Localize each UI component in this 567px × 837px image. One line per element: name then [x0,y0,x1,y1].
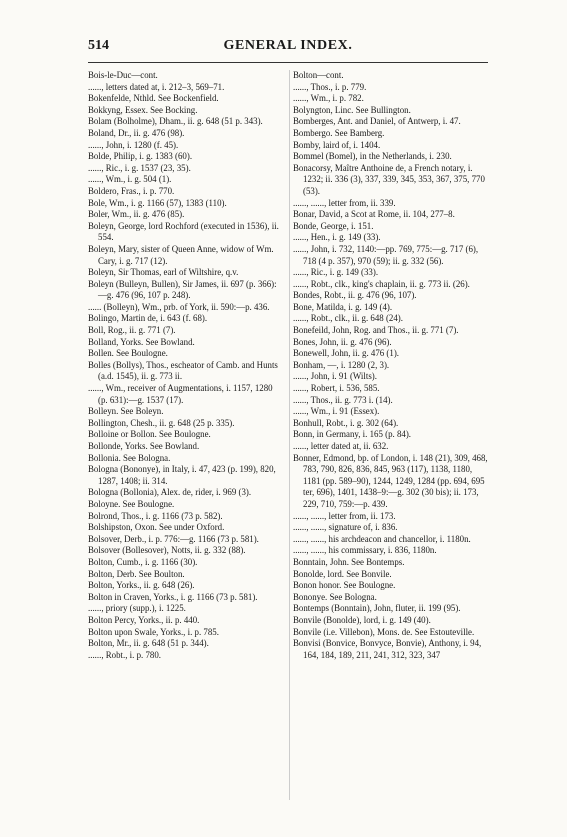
index-entry: ......, Robt., clk., ii. g. 648 (24). [293,313,403,324]
index-entry: Bombergo. See Bamberg. [293,127,385,138]
index-entry: ......, ......, letter from, ii. 173. [293,510,396,521]
index-entry: Boler, Wm., ii. g. 476 (85). [88,209,185,220]
index-entry: ......, Robt., i. p. 780. [88,649,161,660]
left-column [88,70,283,661]
index-entry: Bonvisi (Bonvice, Bonvyce, Bonvie), Anthony, i. 94, 164, 184, 189, 211, 241, 312, 323, 347 [293,638,482,660]
index-entry: ......, John, i. 91 (Wilts). [293,371,377,382]
index-entry: Bologna (Bononye), in Italy, i. 47, 423 (p. 199), 820, 1287, 1408; ii. 314. [88,464,276,486]
index-entry: ......, John, i. 732, 1140:—pp. 769, 775:—g. 717 (6), 718 (4 p. 357), 970 (59); ii. g. 332 (56). [293,243,479,266]
index-entry: ......, Ric., i. g. 1537 (23, 35). [88,162,191,173]
index-entry: Boleyn, Mary, sister of Queen Anne, widow of Wm. Cary, i. g. 717 (12). [88,243,274,266]
index-entry: Bolton in Craven, Yorks., i. g. 1166 (73 p. 581). [88,591,258,602]
page-number: 514 [88,38,109,53]
index-entry: Boleyn, Sir Thomas, earl of Wiltshire, q.v. [88,267,239,278]
index-entry: Bollonia. See Bologna. [88,452,171,463]
index-entry: Bonham, —, i. 1280 (2, 3). [293,359,390,370]
index-entry: Boldero, Fras., i. p. 770. [88,185,175,196]
index-entry: Bolam (Bolholme), Dham., ii. g. 648 (51 p. 343). [88,116,263,127]
index-entry: ......, ......, his commissary, i. 836, 1180n. [293,545,437,556]
index-entry: Bontemps (Bonntain), John, fluter, ii. 199 (95). [293,603,461,614]
index-entry: Bonner, Edmond, bp. of London, i. 148 (21), 309, 468, 783, 790, 826, 836, 845, 963 (117), 1138, 1180, 1181 (pp. 589–90), 1244, 1249, 1284 (pp. 694, 695 ter, 696), 1401, 1438–9:—g. 302 (30 bis); ii. 173, 229, 710, 759:—p. 439. [293,452,488,509]
index-entry: ......, ......, signature of, i. 836. [293,522,398,533]
index-entry: Bolshipston, Oxon. See under Oxford. [88,522,225,533]
index-entry: Bonhull, Robt., i. g. 302 (64). [293,417,399,428]
index-entry: Bokkyng, Essex. See Bocking. [88,104,198,115]
index-entry: Bommel (Bomel), in the Netherlands, i. 230. [293,151,452,162]
index-entry: Bolland, Yorks. See Bowland. [88,336,195,347]
index-entry: Boloyne. See Boulogne. [88,498,175,509]
index-entry: Bolyngton, Linc. See Bullington. [293,104,411,115]
index-entry: ......, Wm., i. g. 504 (1). [88,174,172,185]
index-entry: ......, Wm., receiver of Augmentations, i. 1157, 1280 (p. 631):—g. 1537 (17). [88,383,273,405]
index-entry: Bolton, Yorks., ii. g. 648 (26). [88,580,195,591]
index-entry: Bonon honor. See Boulogne. [293,580,396,591]
index-entry: ......, Hen., i. g. 149 (33). [293,232,381,243]
index-entry: Bois-le-Duc—cont. [88,70,158,80]
index-entry: Bonntain, John. See Bontemps. [293,556,405,567]
index-entry: ......, Wm., i. 91 (Essex). [293,406,380,417]
index-entry: Boll, Rog., ii. g. 771 (7). [88,325,176,336]
index-entry: Bonde, George, i. 151. [293,220,374,231]
index-entry: Bomby, laird of, i. 1404. [293,139,381,150]
index-entry: Bolton Percy, Yorks., ii. p. 440. [88,614,200,625]
index-entry: Bolleyn. See Boleyn. [88,406,164,417]
index-entry: ......, ......, letter from, ii. 339. [293,197,396,208]
index-entry: Bollonde, Yorks. See Bowland. [88,441,200,451]
index-entry: Bolsover (Bollesover), Notts, ii. g. 332 (88). [88,545,246,556]
index-entry: Bolton, Cumb., i. g. 1166 (30). [88,556,198,567]
index-entry: ......, Robert, i. 536, 585. [293,383,380,394]
index-entry: Boland, Dr., ii. g. 476 (98). [88,127,185,138]
index-entry: Bondes, Robt., ii. g. 476 (96, 107). [293,290,417,301]
index-entry: Bonvile (i.e. Villebon), Mons. de. See Estouteville. [293,626,475,637]
index-entry: Bonewell, John, ii. g. 476 (1). [293,348,399,359]
index-entry: Bolles (Bollys), Thos., escheator of Camb. and Hunts (a.d. 1545), ii. g. 773 ii. [88,359,278,382]
right-column [293,70,488,661]
index-entry: ......, Thos., ii. g. 773 i. (14). [293,394,393,405]
index-entry: Bononye. See Bologna. [293,591,377,602]
index-entry: Bonvile (Bonolde), lord, i. g. 149 (40). [293,614,431,625]
index-entry: Bolsover, Derb., i. p. 776:—g. 1166 (73 p. 581). [88,533,259,544]
index-entry: Bomberges, Ant. and Daniel, of Antwerp, i. 47. [293,116,461,127]
index-entry: ......, priory (supp.), i. 1225. [88,603,186,614]
index-entry: ......, ......, his archdeacon and chancellor, i. 1180n. [293,533,471,544]
index-entry: Bolingo, Martin de, i. 643 (f. 68). [88,313,208,324]
index-entry: Bone, Matilda, i. g. 149 (4). [293,301,393,312]
index-entry: Boleyn (Bulleyn, Bullen), Sir James, ii. 697 (p. 366):—g. 476 (96, 107 p. 248). [88,278,277,301]
index-entry: ...... (Bolleyn), Wm., prb. of York, ii. 590:—p. 436. [88,301,270,312]
page-header [88,38,488,58]
index-entry: Bollen. See Boulogne. [88,348,168,359]
index-entry: Bologna (Bollonia), Alex. de, rider, i. 969 (3). [88,487,252,498]
index-entry: Bonolde, lord. See Bonvile. [293,568,392,579]
index-entry: Bonacorsy, Maître Anthoine de, a French notary, i. 1232; ii. 336 (3), 337, 339, 345, 353, 367, 375, 770 (53). [293,162,485,196]
index-entry: Bones, John, ii. g. 476 (96). [293,336,392,347]
page-title: GENERAL INDEX. [223,38,353,53]
index-entry: Bollington, Chesh., ii. g. 648 (25 p. 335). [88,417,235,428]
index-entry: ......, letter dated at, ii. 632. [293,441,389,451]
index-entry: ......, letters dated at, i. 212–3, 569–71. [88,81,225,92]
index-entry: Bolton, Derb. See Boulton. [88,568,185,579]
index-entry: Bolloine or Bollon. See Boulogne. [88,429,211,440]
index-entry: ......, Thos., i. p. 779. [293,81,367,92]
index-entry: Bonar, David, a Scot at Rome, ii. 104, 277–8. [293,209,455,220]
index-entry: Bolde, Philip, i. g. 1383 (60). [88,151,193,162]
index-entry: Boleyn, George, lord Rochford (executed in 1536), ii. 554. [88,220,279,243]
index-entry: ......, Ric., i. g. 149 (33). [293,267,379,278]
index-entry: Bolton, Mr., ii. g. 648 (51 p. 344). [88,638,209,649]
index-entry: Bolton—cont. [293,70,344,80]
index-entry: Bonefeild, John, Rog. and Thos., ii. g. 771 (7). [293,325,459,336]
index-entry: Bolton upon Swale, Yorks., i. p. 785. [88,626,219,637]
index-entry: ......, Wm., i. p. 782. [293,93,364,104]
column-divider [289,70,290,800]
index-entry: ......, Robt., clk., king's chaplain, ii. g. 773 ii. (26). [293,278,470,289]
header-rule [88,62,488,63]
index-entry: Bolrond, Thos., i. g. 1166 (73 p. 582). [88,510,223,521]
index-entry: ......, John, i. 1280 (f. 45). [88,139,179,150]
index-entry: Bokenfelde, Nthld. See Bockenfield. [88,93,219,104]
index-entry: Bole, Wm., i. g. 1166 (57), 1383 (110). [88,197,227,208]
index-entry: Bonn, in Germany, i. 165 (p. 84). [293,429,411,440]
